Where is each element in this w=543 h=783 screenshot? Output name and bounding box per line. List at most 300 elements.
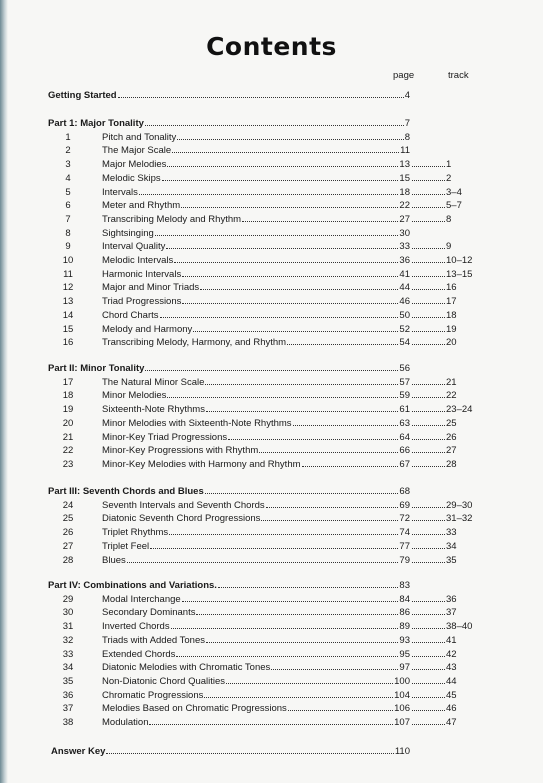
- chapter-number: 36: [62, 689, 74, 701]
- chapter-page-number: 46: [399, 296, 410, 308]
- track-number: 43: [446, 662, 457, 674]
- chapter-number: 27: [62, 540, 74, 552]
- dot-leader: [412, 526, 445, 535]
- toc-chapter-6[interactable]: [58, 199, 462, 212]
- chapter-page-number: 50: [399, 309, 410, 321]
- dot-leader: [412, 336, 445, 345]
- dot-leader: [412, 458, 445, 467]
- chapter-track: [412, 281, 457, 294]
- dot-leader: [118, 89, 404, 98]
- toc-chapter-35[interactable]: [58, 675, 462, 688]
- toc-chapter-34[interactable]: [58, 661, 462, 674]
- chapter-page-number: 8: [404, 131, 410, 143]
- chapter-entry: [102, 540, 410, 553]
- chapter-page-number: 67: [399, 458, 410, 470]
- chapter-page-number: 61: [399, 404, 410, 416]
- dot-leader: [204, 689, 393, 698]
- track-number: 3–4: [446, 186, 462, 198]
- toc-chapter-28[interactable]: [58, 554, 462, 567]
- dot-leader: [196, 606, 398, 615]
- chapter-title: Minor-Key Triad Progressions: [102, 431, 228, 443]
- dot-leader: [176, 648, 398, 657]
- track-number: 47: [446, 717, 457, 728]
- chapter-number: 26: [62, 527, 74, 539]
- toc-chapter-16[interactable]: [58, 336, 462, 349]
- chapter-number: 19: [62, 404, 74, 416]
- dot-leader: [242, 213, 398, 222]
- chapter-entry: [102, 431, 410, 444]
- toc-chapter-29[interactable]: [58, 593, 462, 606]
- dot-leader: [160, 309, 399, 318]
- section-page-number: 7: [404, 118, 410, 129]
- chapter-track: [412, 199, 462, 212]
- chapter-track: [412, 431, 457, 444]
- chapter-title: Transcribing Melody and Rhythm: [102, 213, 242, 225]
- section-page-number: 83: [399, 580, 410, 591]
- chapter-entry: [102, 417, 410, 430]
- toc-chapter-22[interactable]: [58, 444, 462, 457]
- toc-chapter-10[interactable]: [58, 254, 473, 267]
- toc-chapter-31[interactable]: [58, 620, 473, 633]
- track-number: 44: [446, 675, 457, 687]
- toc-chapter-32[interactable]: [58, 634, 462, 647]
- chapter-entry: [102, 675, 410, 688]
- toc-chapter-19[interactable]: [58, 403, 473, 416]
- chapter-track: [412, 499, 472, 512]
- chapter-track: [412, 336, 457, 349]
- chapter-entry: [102, 593, 410, 606]
- chapter-number: 20: [62, 417, 74, 429]
- track-number: 8: [446, 213, 452, 225]
- chapter-page-number: 27: [399, 213, 410, 225]
- chapter-title: Intervals: [102, 186, 138, 198]
- track-number: 10–12: [446, 255, 473, 266]
- chapter-page-number: 63: [399, 417, 410, 429]
- chapter-page-number: 107: [394, 717, 410, 728]
- chapter-title: Melodic Skips: [102, 172, 161, 184]
- toc-chapter-38[interactable]: [58, 716, 462, 729]
- chapter-page-number: 89: [399, 621, 410, 633]
- chapter-track: [412, 702, 457, 715]
- chapter-title: Triads with Added Tones: [102, 634, 205, 646]
- chapter-title: Inverted Chords: [102, 621, 170, 633]
- toc-chapter-3[interactable]: [58, 158, 462, 171]
- chapter-title: Sightsinging: [102, 227, 154, 239]
- chapter-entry: [102, 648, 410, 661]
- chapter-page-number: 41: [399, 268, 410, 280]
- chapter-page-number: 104: [394, 689, 410, 701]
- track-number: 1: [446, 159, 452, 171]
- dot-leader: [412, 376, 445, 385]
- chapter-title: Secondary Dominants: [102, 607, 196, 619]
- dot-leader: [412, 268, 445, 277]
- page-column-header: page: [393, 70, 415, 81]
- toc-chapter-24[interactable]: [58, 499, 473, 512]
- dot-leader: [412, 620, 445, 629]
- chapter-title: Meter and Rhythm: [102, 200, 181, 212]
- chapter-number: 21: [62, 431, 74, 443]
- chapter-entry: [102, 499, 410, 512]
- toc-chapter-21[interactable]: [58, 431, 462, 444]
- chapter-number: 14: [62, 309, 74, 321]
- chapter-number: 12: [62, 282, 74, 294]
- chapter-number: 18: [62, 390, 74, 402]
- dot-leader: [293, 417, 399, 426]
- dot-leader: [139, 186, 399, 195]
- dot-leader: [412, 675, 445, 684]
- toc-section-part-3[interactable]: [48, 485, 410, 498]
- section-heading: Getting Started: [48, 90, 117, 101]
- chapter-entry: [102, 512, 410, 525]
- track-number: 21: [446, 376, 457, 388]
- chapter-number: 2: [65, 145, 71, 157]
- dot-leader: [106, 745, 393, 754]
- chapter-entry: [102, 376, 410, 389]
- toc-chapter-37[interactable]: [58, 702, 462, 715]
- toc-section-part-2[interactable]: [48, 362, 410, 375]
- chapter-number: 7: [65, 213, 71, 225]
- track-column-header: track: [448, 70, 469, 81]
- chapter-number: 8: [65, 227, 71, 239]
- chapter-track: [412, 323, 457, 336]
- chapter-title: Triplet Rhythms: [102, 527, 169, 539]
- chapter-entry: [102, 186, 410, 199]
- dot-leader: [182, 593, 399, 602]
- chapter-page-number: 93: [399, 634, 410, 646]
- chapter-title: Diatonic Melodies with Chromatic Tones: [102, 662, 271, 674]
- track-number: 5–7: [446, 200, 462, 212]
- toc-chapter-25[interactable]: [58, 512, 473, 525]
- section-page-number: 68: [399, 486, 410, 497]
- chapter-title: Seventh Intervals and Seventh Chords: [102, 499, 265, 511]
- chapter-entry: [102, 336, 410, 349]
- dot-leader: [166, 240, 398, 249]
- dot-leader: [412, 158, 445, 167]
- chapter-title: Melodies Based on Chromatic Progressions: [102, 703, 287, 715]
- dot-leader: [145, 117, 404, 126]
- toc-chapter-30[interactable]: [58, 606, 462, 619]
- chapter-number: 30: [62, 607, 74, 619]
- section-page-number: 4: [404, 90, 410, 101]
- chapter-number: 9: [65, 241, 71, 253]
- chapter-entry: [102, 620, 410, 633]
- dot-leader: [412, 634, 445, 643]
- chapter-number: 22: [62, 445, 74, 457]
- dot-leader: [412, 323, 445, 332]
- chapter-number: 10: [62, 255, 74, 266]
- toc-chapter-9[interactable]: [58, 240, 462, 253]
- dot-leader: [412, 661, 445, 670]
- dot-leader: [182, 268, 398, 277]
- chapter-track: [412, 172, 451, 185]
- track-number: 34: [446, 540, 457, 552]
- track-number: 38–40: [446, 621, 473, 633]
- chapter-page-number: 59: [399, 390, 410, 402]
- dot-leader: [302, 458, 399, 467]
- dot-leader: [177, 131, 403, 140]
- chapter-track: [412, 526, 457, 539]
- toc-chapter-33[interactable]: [58, 648, 462, 661]
- toc-chapter-4[interactable]: [58, 172, 462, 185]
- dot-leader: [206, 634, 398, 643]
- track-number: 28: [446, 458, 457, 470]
- dot-leader: [412, 444, 445, 453]
- chapter-track: [412, 634, 457, 647]
- track-number: 37: [446, 607, 457, 619]
- toc-chapter-7[interactable]: [58, 213, 462, 226]
- dot-leader: [182, 295, 398, 304]
- chapter-track: [412, 458, 457, 471]
- chapter-entry: [102, 716, 410, 729]
- chapter-track: [412, 158, 451, 171]
- toc-chapter-26[interactable]: [58, 526, 462, 539]
- dot-leader: [162, 172, 399, 181]
- dot-leader: [412, 309, 445, 318]
- chapter-number: 23: [62, 458, 74, 470]
- chapter-page-number: 95: [399, 648, 410, 660]
- chapter-title: Chord Charts: [102, 309, 159, 321]
- chapter-entry: [102, 444, 410, 457]
- chapter-page-number: 52: [399, 323, 410, 335]
- track-number: 29–30: [446, 499, 473, 511]
- chapter-title: Chromatic Progressions: [102, 689, 204, 701]
- chapter-page-number: 30: [399, 227, 410, 239]
- dot-leader: [412, 199, 445, 208]
- chapter-entry: [102, 199, 410, 212]
- dot-leader: [412, 295, 445, 304]
- dot-leader: [412, 172, 445, 181]
- track-number: 31–32: [446, 513, 473, 525]
- chapter-track: [412, 376, 457, 389]
- toc-chapter-13[interactable]: [58, 295, 462, 308]
- chapter-number: 1: [65, 131, 71, 143]
- chapter-title: Triad Progressions: [102, 296, 182, 308]
- chapter-entry: [102, 458, 410, 471]
- chapter-entry: [102, 526, 410, 539]
- chapter-number: 15: [62, 323, 74, 335]
- chapter-title: Non-Diatonic Chord Qualities: [102, 675, 226, 687]
- toc-chapter-23[interactable]: [58, 458, 462, 471]
- dot-leader: [412, 554, 445, 563]
- dot-leader: [206, 403, 398, 412]
- chapter-entry: [102, 554, 410, 567]
- section-heading: Part 1: Major Tonality: [48, 118, 144, 129]
- chapter-page-number: 74: [399, 527, 410, 539]
- chapter-number: 28: [62, 554, 74, 566]
- track-number: 23–24: [446, 404, 473, 416]
- dot-leader: [155, 227, 399, 236]
- chapter-title: The Major Scale: [102, 145, 172, 157]
- chapter-number: 4: [65, 172, 71, 184]
- track-number: 26: [446, 431, 457, 443]
- chapter-page-number: 36: [399, 255, 410, 266]
- toc-section-part-1[interactable]: [48, 117, 410, 130]
- dot-leader: [181, 199, 398, 208]
- chapter-page-number: 97: [399, 662, 410, 674]
- chapter-entry: [102, 689, 410, 702]
- chapter-number: 17: [62, 376, 74, 388]
- dot-leader: [261, 512, 398, 521]
- toc-chapter-15[interactable]: [58, 323, 462, 336]
- dot-leader: [412, 499, 445, 508]
- chapter-number: 34: [62, 662, 74, 674]
- chapter-entry: [102, 254, 410, 267]
- chapter-entry: [102, 172, 410, 185]
- chapter-track: [412, 689, 457, 702]
- chapter-entry: [102, 213, 410, 226]
- track-number: 19: [446, 323, 457, 335]
- track-number: 25: [446, 417, 457, 429]
- dot-leader: [145, 362, 398, 371]
- section-heading: Part III: Seventh Chords and Blues: [48, 486, 204, 497]
- page-edge-shadow: [0, 0, 8, 783]
- toc-chapter-12[interactable]: [58, 281, 462, 294]
- toc-chapter-14[interactable]: [58, 309, 462, 322]
- dot-leader: [167, 389, 398, 398]
- dot-leader: [412, 540, 445, 549]
- chapter-entry: [102, 158, 410, 171]
- chapter-page-number: 22: [399, 200, 410, 212]
- toc-chapter-17[interactable]: [58, 376, 462, 389]
- chapter-title: Minor-Key Progressions with Rhythm: [102, 445, 259, 457]
- dot-leader: [174, 254, 398, 263]
- chapter-track: [412, 268, 472, 281]
- chapter-entry: [102, 240, 410, 253]
- dot-leader: [412, 186, 445, 195]
- dot-leader: [169, 526, 398, 535]
- dot-leader: [172, 144, 399, 153]
- chapter-number: 16: [62, 337, 74, 349]
- track-number: 2: [446, 172, 452, 184]
- chapter-track: [412, 593, 457, 606]
- track-number: 13–15: [446, 268, 473, 280]
- chapter-track: [412, 554, 457, 567]
- chapter-page-number: 72: [399, 513, 410, 525]
- chapter-title: Minor Melodies with Sixteenth-Note Rhythms: [102, 417, 292, 429]
- track-number: 9: [446, 241, 452, 253]
- chapter-title: Pitch and Tonality: [102, 131, 177, 143]
- chapter-track: [412, 389, 457, 402]
- chapter-track: [412, 444, 457, 457]
- chapter-number: 5: [65, 186, 71, 198]
- page-title: Contents: [206, 32, 337, 61]
- chapter-number: 13: [62, 296, 74, 308]
- chapter-page-number: 77: [399, 540, 410, 552]
- chapter-track: [412, 675, 457, 688]
- toc-section-getting-started[interactable]: [48, 89, 410, 102]
- dot-leader: [412, 512, 445, 521]
- dot-leader: [412, 213, 445, 222]
- chapter-title: Modal Interchange: [102, 593, 181, 605]
- chapter-track: [412, 309, 457, 322]
- chapter-entry: [102, 389, 410, 402]
- chapter-track: [412, 716, 457, 729]
- chapter-title: Melody and Harmony: [102, 323, 193, 335]
- chapter-title: Major and Minor Triads: [102, 282, 200, 294]
- toc-chapter-11[interactable]: [58, 268, 473, 281]
- chapter-title: Interval Quality: [102, 241, 166, 253]
- chapter-track: [412, 661, 457, 674]
- toc-section-answer-key[interactable]: [51, 745, 410, 758]
- section-heading: Answer Key: [51, 746, 106, 757]
- dot-leader: [412, 606, 445, 615]
- chapter-entry: [102, 309, 410, 322]
- dot-leader: [228, 431, 398, 440]
- chapter-number: 29: [62, 593, 74, 605]
- chapter-track: [412, 512, 472, 525]
- chapter-number: 33: [62, 648, 74, 660]
- chapter-page-number: 11: [400, 145, 410, 157]
- track-number: 42: [446, 648, 457, 660]
- toc-chapter-27[interactable]: [58, 540, 462, 553]
- toc-chapter-5[interactable]: [58, 186, 462, 199]
- chapter-number: 24: [62, 499, 74, 511]
- chapter-page-number: 18: [399, 186, 410, 198]
- track-number: 45: [446, 689, 457, 701]
- dot-leader: [271, 661, 398, 670]
- section-heading: Part IV: Combinations and Variations.: [48, 580, 217, 591]
- chapter-page-number: 54: [399, 337, 410, 349]
- chapter-page-number: 69: [399, 499, 410, 511]
- toc-chapter-1[interactable]: [58, 131, 462, 144]
- dot-leader: [412, 593, 445, 602]
- dot-leader: [266, 499, 399, 508]
- toc-chapter-2[interactable]: [58, 144, 462, 157]
- chapter-track: [412, 540, 457, 553]
- dot-leader: [226, 675, 393, 684]
- dot-leader: [412, 254, 445, 263]
- dot-leader: [412, 648, 445, 657]
- chapter-number: 6: [65, 200, 71, 212]
- dot-leader: [412, 431, 445, 440]
- chapter-track: [412, 186, 462, 199]
- chapter-title: Melodic Intervals: [102, 255, 174, 266]
- dot-leader: [171, 620, 399, 629]
- chapter-number: 37: [62, 703, 74, 715]
- chapter-track: [412, 213, 451, 226]
- toc-chapter-18[interactable]: [58, 389, 462, 402]
- chapter-page-number: 66: [399, 445, 410, 457]
- chapter-entry: [102, 403, 410, 416]
- chapter-page-number: 64: [399, 431, 410, 443]
- toc-chapter-36[interactable]: [58, 689, 462, 702]
- chapter-track: [412, 240, 451, 253]
- track-number: 36: [446, 593, 457, 605]
- chapter-title: Sixteenth-Note Rhythms: [102, 404, 205, 416]
- chapter-entry: [102, 144, 410, 157]
- chapter-title: The Natural Minor Scale: [102, 376, 205, 388]
- chapter-title: Harmonic Intervals: [102, 268, 182, 280]
- chapter-page-number: 84: [399, 593, 410, 605]
- toc-chapter-8[interactable]: [58, 227, 462, 240]
- chapter-track: [412, 620, 472, 633]
- chapter-page-number: 44: [399, 282, 410, 294]
- toc-section-part-4[interactable]: [48, 579, 410, 592]
- dot-leader: [127, 554, 399, 563]
- track-number: 20: [446, 337, 457, 349]
- toc-chapter-20[interactable]: [58, 417, 462, 430]
- chapter-track: [412, 403, 472, 416]
- section-page-number: 56: [399, 363, 410, 374]
- dot-leader: [150, 540, 398, 549]
- chapter-page-number: 106: [394, 703, 410, 715]
- section-heading: Part II: Minor Tonality: [48, 363, 145, 374]
- chapter-number: 11: [63, 268, 73, 280]
- dot-leader: [412, 403, 445, 412]
- chapter-track: [412, 254, 472, 267]
- track-number: 41: [446, 634, 457, 646]
- section-page-number: 110: [394, 746, 410, 757]
